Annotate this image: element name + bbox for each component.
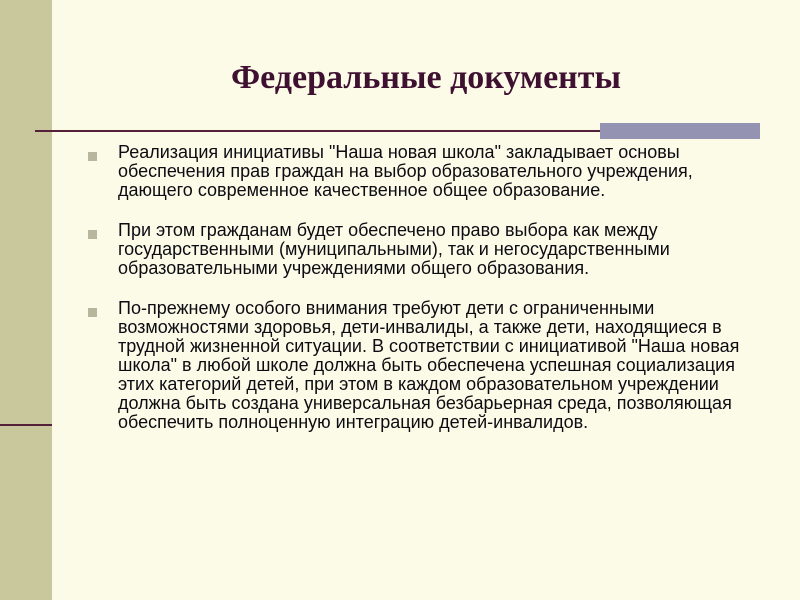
bullet-text-2: При этом гражданам будет обеспечено право выбора как между государственными (муниципальными), так и негосударственными образовательными учреждениями общего образования.: [118, 220, 670, 278]
bullet-item-1: [82, 143, 762, 200]
left-band-rule: [0, 424, 52, 426]
square-bullet-icon: [88, 230, 97, 239]
title-underline-rule: [35, 130, 600, 132]
left-decorative-band: [0, 0, 52, 600]
bullet-item-3: [82, 299, 762, 432]
square-bullet-icon: [88, 308, 97, 317]
square-bullet-icon: [88, 152, 97, 161]
bullet-list: [82, 143, 762, 453]
bullet-item-2: [82, 221, 762, 278]
title-accent-bar: [600, 123, 760, 139]
slide-title: Федеральные документы: [230, 59, 622, 96]
bullet-text-3: По-прежнему особого внимания требуют дети с ограниченными возможностями здоровья, дети-инвалиды, а также дети, находящиеся в трудной жизненной ситуации. В соответствии с инициативой "Наша новая школа" в любой школе должна быть обеспечена успешная социализация этих категорий детей, при этом в каждом образовательном учреждении должна быть создана универсальная безбарьерная среда, позволяющая обеспечить полноценную интеграцию детей-инвалидов.: [118, 298, 740, 432]
bullet-text-1: Реализация инициативы "Наша новая школа" закладывает основы обеспечения прав граждан на выбор образовательного учреждения, дающего современное качественное общее образование.: [118, 142, 693, 200]
